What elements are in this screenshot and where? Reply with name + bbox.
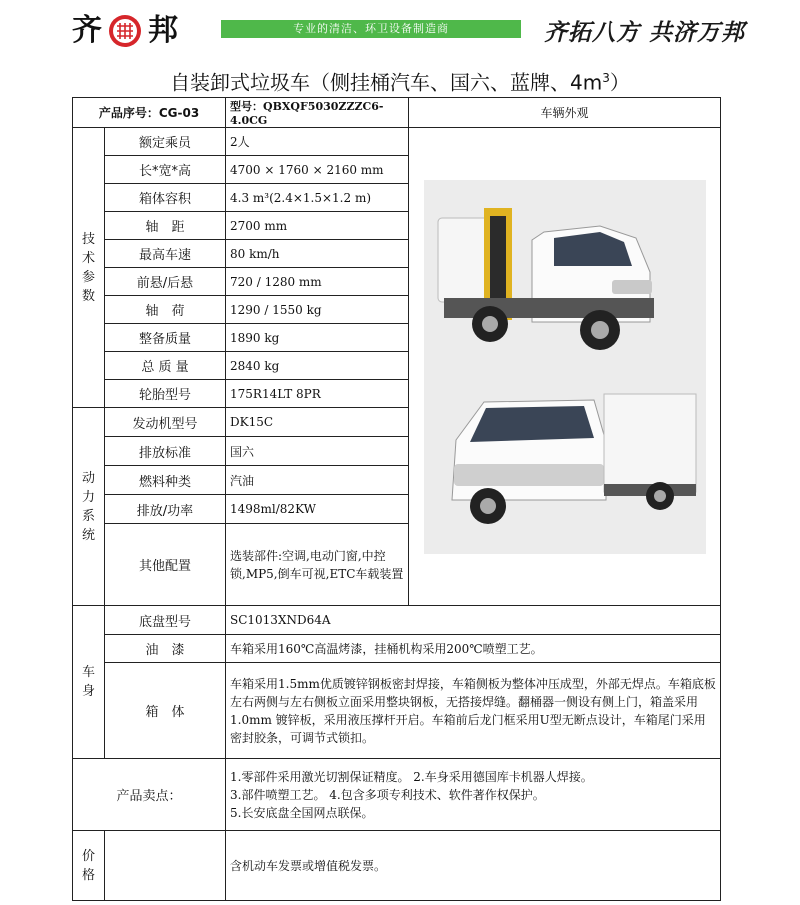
- table-row: [73, 128, 721, 156]
- spec-label: 油 漆: [105, 635, 226, 663]
- spec-label: 轴 距: [105, 212, 226, 240]
- spec-label: 其他配置: [105, 524, 226, 606]
- spec-value: 选装部件:空调,电动门窗,中控锁,MP5,倒车可视,ETC车载装置: [226, 524, 409, 606]
- spec-label: 最高车速: [105, 240, 226, 268]
- spec-value: 4.3 m³(2.4×1.5×1.2 m): [226, 184, 409, 212]
- table-row: [73, 606, 721, 635]
- model-number: QBXQF5030ZZZC6-4.0CG: [230, 100, 384, 127]
- title-end: ）: [609, 70, 630, 95]
- spec-value: 2700 mm: [226, 212, 409, 240]
- title-text: 自装卸式垃圾车（侧挂桶汽车、国六、蓝牌、4m: [170, 70, 603, 95]
- vehicle-photos: [409, 180, 720, 554]
- section-tech: [73, 128, 105, 408]
- page-title: [0, 64, 800, 97]
- selling-points-row: [73, 759, 721, 831]
- spec-label: 箱体容积: [105, 184, 226, 212]
- model-cell: [226, 98, 409, 128]
- spec-label: 排放/功率: [105, 495, 226, 524]
- spec-value: 720 / 1280 mm: [226, 268, 409, 296]
- spec-label: 长*宽*高: [105, 156, 226, 184]
- table-row: [73, 663, 721, 759]
- price-row: [73, 831, 721, 901]
- spec-value: 车箱采用1.5mm优质镀锌钢板密封焊接，车箱侧板为整体冲压成型，外部无焊点。车箱底板左右两侧与左右侧板立面采用整块钢板，无搭接焊缝。翻桶器一侧设有侧上门，箱盖采用1.0mm 镀锌板，采用液压撑杆开启。车箱前后龙门框采用U型无断点设计，车箱尾门采用密封胶条，可调节式锁扣。: [226, 663, 721, 759]
- spec-label: 整备质量: [105, 324, 226, 352]
- spec-value: SC1013XND64A: [226, 606, 721, 635]
- table-row: [73, 635, 721, 663]
- spec-value: 2840 kg: [226, 352, 409, 380]
- selling-point: 5.长安底盘全国网点联保。: [230, 805, 374, 820]
- price-value: 含机动车发票或增值税发票。: [226, 831, 721, 901]
- page-header: [0, 0, 800, 62]
- spec-label: 总 质 量: [105, 352, 226, 380]
- table-header-row: [73, 98, 721, 128]
- spec-value: 2人: [226, 128, 409, 156]
- spec-value: 汽油: [226, 466, 409, 495]
- spec-value: DK15C: [226, 408, 409, 437]
- brand-char-left: 齐: [72, 13, 102, 48]
- appearance-header: 车辆外观: [409, 98, 721, 128]
- section-price: [73, 831, 105, 901]
- model-label: 型号：: [230, 100, 263, 113]
- spec-label: 底盘型号: [105, 606, 226, 635]
- spec-value: 1498ml/82KW: [226, 495, 409, 524]
- spec-label: 排放标准: [105, 437, 226, 466]
- spec-label: 箱 体: [105, 663, 226, 759]
- vehicle-photo-front-icon: [424, 372, 706, 554]
- vehicle-photo-rear-icon: [424, 180, 706, 372]
- section-power: [73, 408, 105, 606]
- spec-label: 发动机型号: [105, 408, 226, 437]
- company-motto: 齐拓八方 共济万邦: [544, 19, 746, 46]
- spec-label: 额定乘员: [105, 128, 226, 156]
- spec-label: 轮胎型号: [105, 380, 226, 408]
- brand-logo: [72, 14, 178, 48]
- selling-points-label: 产品卖点：: [73, 759, 226, 831]
- spec-table: [72, 97, 721, 901]
- spec-value: 175R14LT 8PR: [226, 380, 409, 408]
- photo-cell: [409, 128, 721, 606]
- spec-value: 1290 / 1550 kg: [226, 296, 409, 324]
- spec-value: 1890 kg: [226, 324, 409, 352]
- selling-point: 3.部件喷塑工艺。 4.包含多项专利技术、软件著作权保护。: [230, 787, 545, 802]
- spec-value: 4700 × 1760 × 2160 mm: [226, 156, 409, 184]
- spec-value: 车箱采用160℃高温烤漆，挂桶机构采用200℃喷塑工艺。: [226, 635, 721, 663]
- slogan-banner: 专业的清洁、环卫设备制造商: [221, 20, 521, 38]
- section-power-label: 动力系统: [81, 470, 95, 543]
- price-empty-cell: [105, 831, 226, 901]
- title-superscript: 3: [602, 71, 610, 85]
- section-price-label: 价格: [81, 848, 95, 883]
- section-body-label: 车身: [81, 665, 95, 699]
- brand-char-right: 邦: [148, 13, 178, 48]
- spec-label: 轴 荷: [105, 296, 226, 324]
- spec-value: 80 km/h: [226, 240, 409, 268]
- spec-value: 国六: [226, 437, 409, 466]
- section-tech-label: 技术参数: [81, 231, 95, 304]
- selling-point: 1.零部件采用激光切割保证精度。 2.车身采用德国库卡机器人焊接。: [230, 769, 593, 784]
- circular-emblem-icon: [108, 14, 142, 48]
- product-number: 产品序号：CG-03: [73, 98, 226, 128]
- section-body: [73, 606, 105, 759]
- spec-label: 前悬/后悬: [105, 268, 226, 296]
- spec-label: 燃料种类: [105, 466, 226, 495]
- selling-points: [226, 759, 721, 831]
